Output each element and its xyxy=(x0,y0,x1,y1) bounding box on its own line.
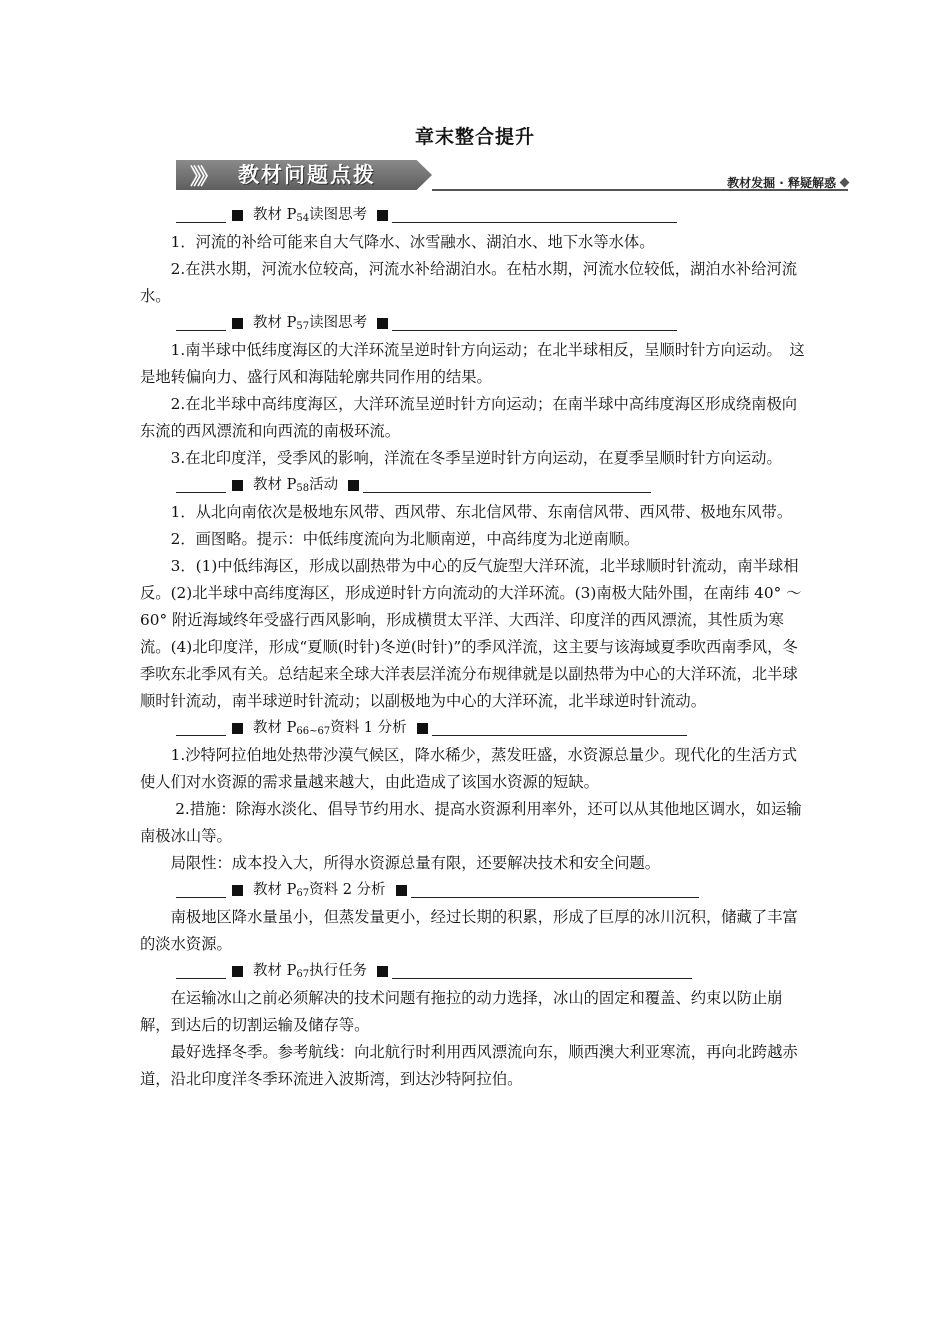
heading-suffix: 资料 1 分析 xyxy=(330,719,407,736)
heading-page: 67 xyxy=(296,887,310,899)
square-bullet-icon xyxy=(232,723,243,734)
heading-rule-right xyxy=(392,316,677,331)
section-heading xyxy=(140,958,810,985)
paragraph: 在运输冰山之前必须解决的技术问题有拖拉的动力选择，冰山的固定和覆盖、约束以防止崩解，到达后的切割运输及储存等。 xyxy=(140,989,783,1034)
paragraph: 1．河流的补给可能来自大气降水、冰雪融水、湖泊水、地下水等水体。 xyxy=(170,233,655,251)
heading-prefix: 教材 P xyxy=(253,719,297,736)
square-bullet-icon xyxy=(377,210,388,221)
section-heading xyxy=(140,715,810,742)
heading-suffix: 资料 2 分析 xyxy=(309,881,386,898)
heading-label xyxy=(253,310,367,338)
heading-rule-right xyxy=(392,208,677,223)
square-bullet-icon xyxy=(232,210,243,221)
heading-prefix: 教材 P xyxy=(253,206,297,223)
heading-page: 67 xyxy=(296,968,310,980)
square-bullet-icon xyxy=(377,318,388,329)
section-heading xyxy=(140,310,810,337)
paragraph: 最好选择冬季。参考航线：向北航行时利用西风漂流向东，顺西澳大利亚寒流，再向北跨越赤道，沿北印度洋冬季环流进入波斯湾，到达沙特阿拉伯。 xyxy=(140,1043,798,1088)
paragraph: 南极地区降水量虽小，但蒸发量更小，经过长期的积累，形成了巨厚的冰川沉积，储藏了丰富的淡水资源。 xyxy=(140,908,798,953)
square-bullet-icon xyxy=(377,966,388,977)
heading-prefix: 教材 P xyxy=(253,881,297,898)
paragraph: 3.在北印度洋，受季风的影响，洋流在冬季呈逆时针方向运动，在夏季呈顺时针方向运动。 xyxy=(170,449,782,467)
heading-page: 57 xyxy=(296,320,310,332)
heading-page: 66~67 xyxy=(296,725,331,737)
diamond-icon xyxy=(840,178,850,188)
heading-rule-left xyxy=(176,208,226,223)
square-bullet-icon xyxy=(417,723,428,734)
heading-rule-left xyxy=(176,316,226,331)
section-heading xyxy=(140,877,810,904)
heading-prefix: 教材 P xyxy=(253,962,297,979)
heading-suffix: 读图思考 xyxy=(309,314,368,331)
square-bullet-icon xyxy=(232,885,243,896)
heading-suffix: 读图思考 xyxy=(309,206,368,223)
section-heading xyxy=(140,472,810,499)
heading-rule-right xyxy=(432,721,687,736)
paragraph: 1．从北向南依次是极地东风带、西风带、东北信风带、东南信风带、西风带、极地东风带。 xyxy=(170,503,793,521)
heading-page: 54 xyxy=(296,212,310,224)
paragraph: 1.沙特阿拉伯地处热带沙漠气候区，降水稀少，蒸发旺盛，水资源总量少。现代化的生活方式使人们对水资源的需求量越来越大，由此造成了该国水资源的短缺。 xyxy=(140,746,798,791)
heading-label xyxy=(253,202,367,230)
paragraph: 2.在洪水期，河流水位较高，河流水补给湖泊水。在枯水期，河流水位较低，湖泊水补给河流水。 xyxy=(140,260,798,305)
paragraph: 2.在北半球中高纬度海区，大洋环流呈逆时针方向运动；在南半球中高纬度海区形成绕南极向东流的西风漂流和向西流的南极环流。 xyxy=(140,395,798,440)
banner-label: 教材问题点拨 xyxy=(238,163,376,187)
heading-suffix: 活动 xyxy=(309,476,339,493)
square-bullet-icon xyxy=(232,318,243,329)
paragraph: 2．画图略。提示：中低纬度流向为北顺南逆，中高纬度为北逆南顺。 xyxy=(170,530,640,548)
heading-label xyxy=(253,958,367,986)
document-body xyxy=(140,202,810,1093)
heading-suffix: 执行任务 xyxy=(309,962,368,979)
banner-subtitle: 教材发掘 · 释疑解惑 xyxy=(727,176,836,190)
heading-prefix: 教材 P xyxy=(253,314,297,331)
heading-prefix: 教材 P xyxy=(253,476,297,493)
heading-rule-left xyxy=(176,721,226,736)
heading-rule-left xyxy=(176,478,226,493)
heading-rule-left xyxy=(176,964,226,979)
heading-rule-right xyxy=(363,478,651,493)
section-heading xyxy=(140,202,810,229)
heading-page: 58 xyxy=(296,482,310,494)
square-bullet-icon xyxy=(232,966,243,977)
paragraph: 2.措施：除海水淡化、倡导节约用水、提高水资源利用率外，还可以从其他地区调水，如运输南极冰山等。 xyxy=(140,800,802,845)
heading-rule-right xyxy=(411,883,699,898)
heading-rule-right xyxy=(392,964,692,979)
paragraph: 1.南半球中低纬度海区的大洋环流呈逆时针方向运动；在北半球相反，呈顺时针方向运动。 这是地转偏向力、盛行风和海陆轮廓共同作用的结果。 xyxy=(140,341,805,386)
paragraph: 局限性：成本投入大，所得水资源总量有限，还要解决技术和安全问题。 xyxy=(170,854,661,872)
square-bullet-icon xyxy=(396,885,407,896)
chevron-right-icon: 》》 xyxy=(190,164,216,190)
page-title: 章末整合提升 xyxy=(414,126,535,148)
heading-label xyxy=(253,877,386,905)
square-bullet-icon xyxy=(348,480,359,491)
heading-label xyxy=(253,472,338,500)
section-banner xyxy=(176,158,848,194)
paragraph: 3．(1)中低纬海区，形成以副热带为中心的反气旋型大洋环流，北半球顺时针流动，南半球相反。(2)北半球中高纬度海区，形成逆时针方向流动的大洋环流。(3)南极大陆外围，在南纬 40° ～60° 附近海域终年受盛行西风影响，形成横贯太平洋、大西洋、印度洋的西风漂流，其性质为寒流。(4)北印度洋，形成“夏顺(时针)冬逆(时针)”的季风洋流，这主要与该海域夏季吹西南季风，冬季吹东北季风有关。总结起来全球大洋表层洋流分布规律就是以副热带为中心的大洋环流，北半球顺时针流动，南半球逆时针流动；以副极地为中心的大洋环流，北半球逆时针流动。 xyxy=(140,557,802,710)
heading-label xyxy=(253,715,407,743)
square-bullet-icon xyxy=(232,480,243,491)
heading-rule-left xyxy=(176,883,226,898)
